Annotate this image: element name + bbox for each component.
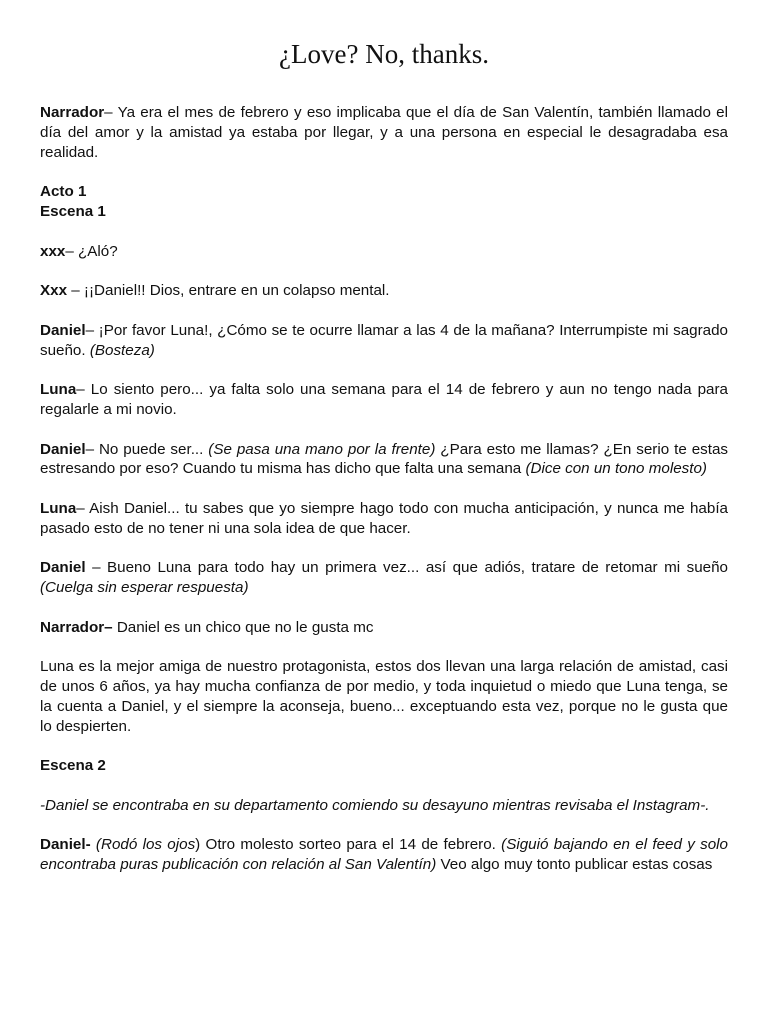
- paragraph-luna-1: [40, 380, 728, 420]
- paragraph-luna-2: [40, 499, 728, 539]
- paragraph-daniel-3: [40, 558, 728, 598]
- dialogue-text: – Ya era el mes de febrero y eso implicaba que el día de San Valentín, también llamado el día del amor y la amistad ya estaba por llegar, y a una persona en especial le desagradaba esa realidad.: [40, 104, 728, 161]
- paragraph-xxx-2: [40, 281, 728, 301]
- dialogue-text: Daniel es un chico que no le gusta mc: [112, 618, 374, 636]
- dialogue-text: ) Otro molesto sorteo para el 14 de febrero.: [195, 836, 502, 854]
- speaker-label: Daniel: [40, 559, 86, 577]
- speaker-label: Daniel-: [40, 836, 91, 854]
- heading-text: Escena 1: [40, 202, 106, 220]
- spacer: [40, 301, 728, 321]
- spacer: [40, 638, 728, 658]
- heading-acto: [40, 182, 728, 202]
- heading-text: Acto 1: [40, 183, 87, 201]
- dialogue-text: – Aish Daniel... tu sabes que yo siempre hago todo con mucha anticipación, y nunca me había pasado esto de no tener ni una sola idea de que hacer.: [40, 499, 728, 537]
- stage-direction: (Dice con un tono molesto): [525, 460, 707, 478]
- dialogue-text: – ¡Por favor Luna!, ¿Cómo se te ocurre llamar a las 4 de la mañana? Interrumpiste mi sagrado sueño.: [40, 321, 728, 359]
- paragraph-narrador-2: [40, 618, 728, 638]
- dialogue-text: – Bueno Luna para todo hay un primera vez... así que adiós, tratare de retomar mi sueño: [85, 559, 728, 577]
- stage-direction: -Daniel se encontraba en su departamento comiendo su desayuno mientras revisaba el Instagram-.: [40, 796, 710, 814]
- paragraph-narration: [40, 657, 728, 736]
- paragraph-daniel-2: [40, 440, 728, 480]
- document-title: ¿Love? No, thanks.: [279, 39, 489, 69]
- speaker-label: xxx: [40, 242, 66, 260]
- heading-escena-2: [40, 756, 728, 776]
- paragraph-stage-direction: [40, 796, 728, 816]
- spacer: [40, 162, 728, 182]
- spacer: [40, 776, 728, 796]
- spacer: [40, 598, 728, 618]
- dialogue-text: – ¿Aló?: [65, 242, 118, 260]
- speaker-label: Narrador–: [40, 618, 113, 636]
- stage-direction: (Se pasa una mano por la frente): [208, 440, 436, 458]
- stage-direction: (Bosteza): [89, 341, 155, 359]
- dialogue-text: – No puede ser...: [85, 440, 209, 458]
- speaker-label: Xxx: [40, 282, 68, 300]
- spacer: [40, 479, 728, 499]
- spacer: [40, 539, 728, 559]
- spacer: [40, 360, 728, 380]
- spacer: [40, 816, 728, 836]
- spacer: [40, 420, 728, 440]
- paragraph-xxx-1: [40, 242, 728, 262]
- narration-text: Luna es la mejor amiga de nuestro protagonista, estos dos llevan una larga relación de amistad, casi de unos 6 años, ya hay mucha confianza de por medio, y toda inquietud o miedo que Luna tenga, se la cuenta a Daniel, y el siempre la aconseja, bueno... exceptuando esta vez, porque no le gusta que lo despierten.: [40, 658, 728, 735]
- speaker-label: Daniel: [40, 440, 86, 458]
- spacer: [40, 222, 728, 242]
- heading-escena-1: [40, 202, 728, 222]
- dialogue-text: – ¡¡Daniel!! Dios, entrare en un colapso mental.: [67, 282, 390, 300]
- stage-direction: (Siguió bajando en el feed y solo encontraba puras publicación con relación al San Valentín): [40, 836, 728, 874]
- stage-direction: (Cuelga sin esperar respuesta): [40, 579, 249, 597]
- speaker-label: Narrador: [40, 104, 105, 121]
- paragraph-narrador-intro: [40, 103, 728, 162]
- dialogue-text: Veo algo muy tonto publicar estas cosas: [436, 856, 713, 874]
- heading-text: Escena 2: [40, 757, 106, 775]
- spacer: [40, 261, 728, 281]
- dialogue-text: – Lo siento pero... ya falta solo una semana para el 14 de febrero y aun no tengo nada para regalarle a mi novio.: [40, 381, 728, 418]
- paragraph-daniel-4: [40, 835, 728, 875]
- paragraph-daniel-1: [40, 321, 728, 361]
- speaker-label: Luna: [40, 499, 77, 517]
- dialogue-text: ¿Para esto me llamas? ¿En serio te estas estresando por eso? Cuando tu misma has dicho que falta una semana: [40, 440, 728, 478]
- stage-direction: (Rodó los ojos: [90, 836, 196, 854]
- speaker-label: Luna: [40, 381, 77, 399]
- speaker-label: Daniel: [40, 321, 86, 339]
- document-body: [40, 103, 728, 875]
- spacer: [40, 737, 728, 757]
